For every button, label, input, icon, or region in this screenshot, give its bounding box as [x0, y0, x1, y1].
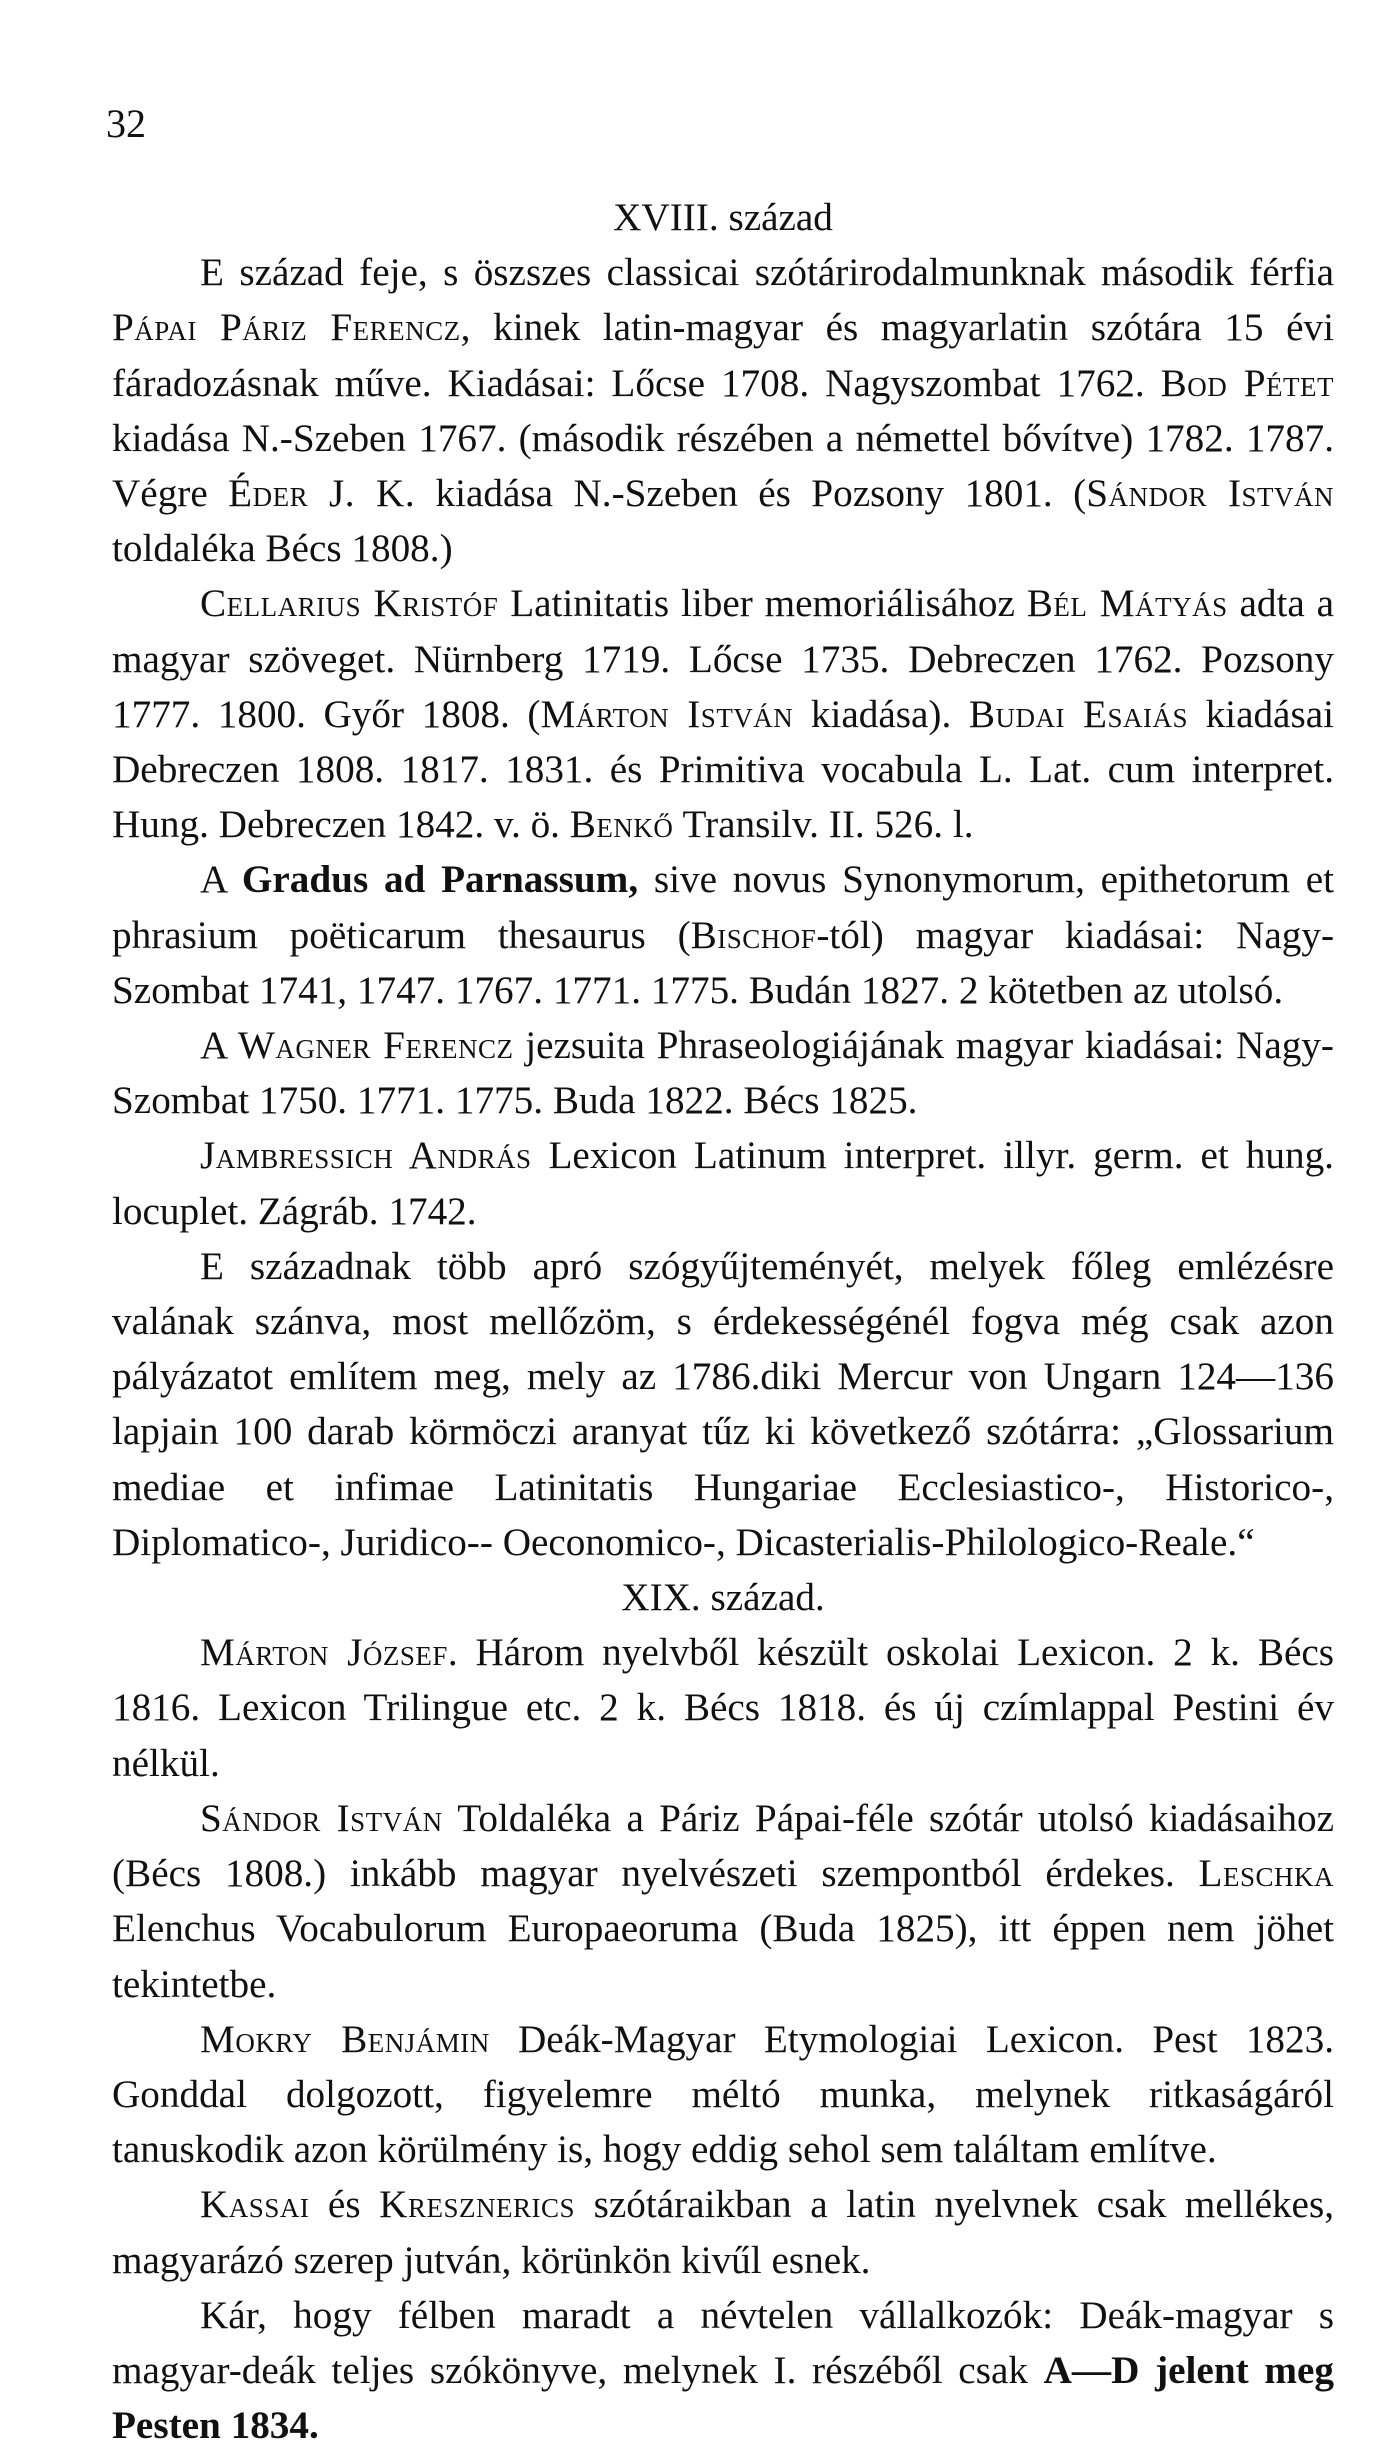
- text-run: E századnak több apró szógyűjteményét, melyek főleg emlézésre valának szánva, most mellőzöm, s érdekességénél fogva még csak azon pályázatot említem meg, mely az 1786.diki Mercur von Ungarn 124—136 lapjain 100 darab körmöczi aranyat tűz ki következő szótárra: „Glossarium mediae et infimae Latinitatis Hungariae Ecclesiastico-, Historico-, Diplomatico-, Juridico-- Oeconomico-, Dicasterialis-Philologico-Reale.“: [112, 1244, 1334, 1564]
- paragraph: [112, 2177, 1334, 2287]
- paragraph: [112, 1128, 1334, 1238]
- small-caps-name: Budai Esaiás: [968, 692, 1188, 736]
- paragraph: [112, 2012, 1334, 2178]
- small-caps-name: Wagner Ferencz: [237, 1024, 514, 1068]
- small-caps-name: Leschka: [1198, 1852, 1334, 1896]
- small-caps-name: Kresznerics: [379, 2183, 575, 2227]
- text-run: A: [200, 858, 242, 902]
- section-heading: XVIII. század: [613, 196, 833, 239]
- text-run: , kinek latin-magyar és magyarlatin szótára 15 évi fáradozásnak műve. Kiadásai: Lőcse 1708. Nagyszombat 1762.: [112, 306, 1334, 405]
- text-run: kiadása).: [793, 692, 969, 736]
- bold-text: A—D jelent meg Pesten 1834.: [112, 2348, 1334, 2448]
- text-run: -tól) magyar kiadásai: Nagy-Szombat 1741, 1747. 1767. 1771. 1775. Budán 1827. 2 kötetben az utolsó.: [112, 913, 1334, 1012]
- small-caps-name: Cellarius Kristóf: [200, 582, 499, 626]
- text-run: szótáraikban a latin nyelvnek csak mellékes, magyarázó szerep jutván, körünkön kivűl esnek.: [112, 2183, 1334, 2282]
- small-caps-name: Márton József: [200, 1631, 448, 1675]
- small-caps-name: Bél Mátyás: [1026, 582, 1228, 626]
- text-run: Elenchus Vocabulorum Europaeoruma (Buda 1825), itt éppen nem jöhet tekintetbe.: [112, 1907, 1334, 2006]
- paragraph: [112, 2288, 1334, 2453]
- small-caps-name: Sándor István: [200, 1796, 443, 1840]
- small-caps-name: Mokry Benjámin: [200, 2017, 490, 2061]
- small-caps-name: Pápai Páriz Ferencz: [112, 306, 461, 350]
- section: [112, 1570, 1334, 2453]
- paragraph: [112, 1625, 1334, 1791]
- paragraph: [112, 852, 1334, 1018]
- text-run: Deák-Magyar Etymologiai Lexicon. Pest 1823. Gonddal dolgozott, figyelemre méltó munka, melynek ritkaságáról tanuskodik azon körülmény is, hogy eddig sehol sem találtam említve.: [112, 2017, 1334, 2172]
- section: [112, 190, 1334, 1570]
- text-run: toldaléka Bécs 1808.): [112, 527, 453, 571]
- small-caps-name: Bod Pétet: [1160, 361, 1334, 405]
- text-run: E század feje, s öszszes classicai szótárirodalmunknak második férfia: [200, 251, 1334, 295]
- text-run: kiadása N.-Szeben és Pozsony 1801. (: [415, 472, 1087, 516]
- page-number: 32: [106, 101, 146, 146]
- text-run: sive novus Synonymorum, epithetorum et phrasium poëticarum thesaurus (: [112, 858, 1334, 957]
- text-run: kiadásai Debreczen 1808. 1817. 1831. és Primitiva vocabula L. Lat. cum interpret. Hung. Debreczen 1842. v. ö.: [112, 692, 1334, 847]
- text-run: . Három nyelvből készült oskolai Lexicon. 2 k. Bécs 1816. Lexicon Trilingue etc. 2 k. Bécs 1818. és új czímlappal Pestini év nélkül.: [112, 1631, 1334, 1785]
- small-caps-name: Kassai: [200, 2183, 310, 2227]
- text-run: Transilv. II. 526. l.: [673, 803, 974, 847]
- small-caps-name: Bischof: [690, 913, 817, 957]
- text-run: Latinitatis liber memoriálisához: [498, 582, 1027, 626]
- text-run: A: [200, 1024, 238, 1068]
- text-run: kiadása N.-Szeben 1767. (második részében a némettel bővítve) 1782. 1787. Végre: [112, 416, 1334, 516]
- section-heading: XIX. század.: [621, 1576, 825, 1620]
- paragraph: [112, 576, 1334, 852]
- text-run: és: [309, 2183, 380, 2227]
- text-run: Kár, hogy félben maradt a névtelen vállalkozók: Deák-magyar s magyar-deák teljes szókönyve, melynek I. részéből csak: [112, 2293, 1334, 2392]
- paragraph: [112, 1018, 1334, 1128]
- text-column: [112, 190, 1334, 2453]
- text-run: jezsuita Phraseologiájának magyar kiadásai: Nagy-Szombat 1750. 1771. 1775. Buda 1822. Bécs 1825.: [112, 1024, 1334, 1123]
- paragraph: [112, 245, 1334, 576]
- paragraph: [112, 1239, 1334, 1570]
- text-run: adta a magyar szöveget. Nürnberg 1719. Lőcse 1735. Debreczen 1762. Pozsony 1777. 1800. Győr 1808. (: [112, 582, 1334, 736]
- small-caps-name: Benkő: [569, 803, 674, 847]
- small-caps-name: Jambressich András: [200, 1134, 532, 1178]
- small-caps-name: Sándor István: [1086, 472, 1335, 516]
- small-caps-name: Éder J. K.: [228, 472, 416, 516]
- paragraph: [112, 1791, 1334, 2012]
- bold-text: Gradus ad Parnassum,: [241, 858, 639, 902]
- small-caps-name: Márton István: [540, 692, 794, 736]
- text-run: Lexicon Latinum interpret. illyr. germ. et hung. locuplet. Zágráb. 1742.: [112, 1134, 1334, 1233]
- text-run: Toldaléka a Páriz Pápai-féle szótár utolsó kiadásaihoz (Bécs 1808.) inkább magyar nyelvészeti szempontból érdekes.: [112, 1796, 1334, 1896]
